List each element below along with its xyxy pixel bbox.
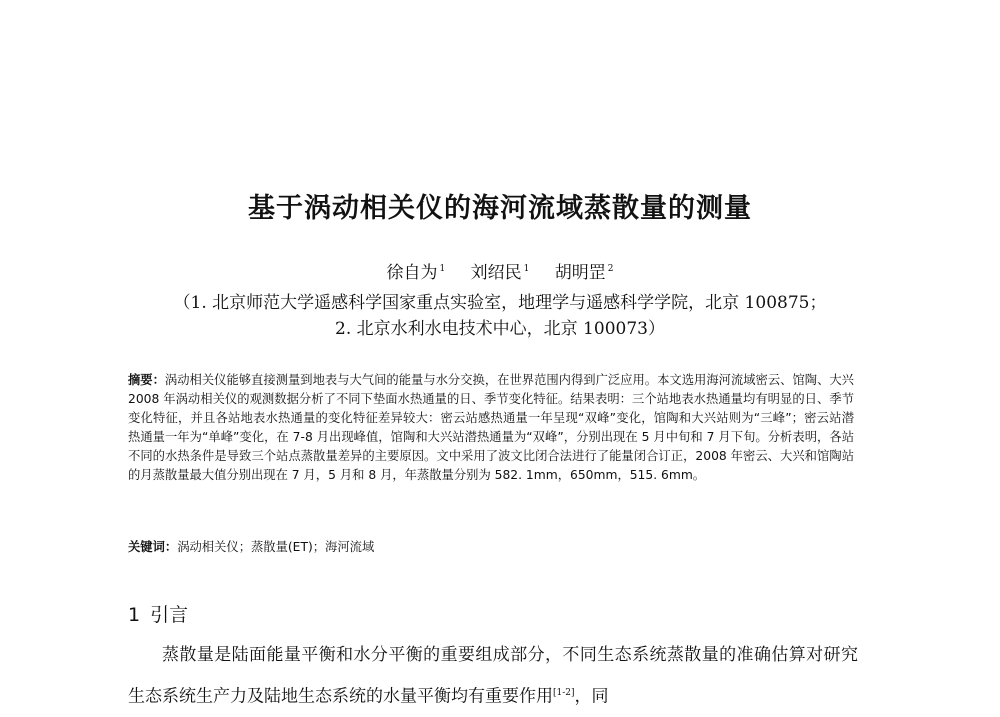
author-list <box>0 258 1000 283</box>
author-name: 徐自为 <box>386 263 438 283</box>
author-affil-mark: 1 <box>523 264 530 275</box>
paper-title: 基于涡动相关仪的海河流域蒸散量的测量 <box>248 193 752 224</box>
abstract <box>128 371 854 485</box>
author-affil-mark: 1 <box>439 264 446 275</box>
author <box>386 263 445 283</box>
citation-link[interactable]: [1-2] <box>553 688 575 698</box>
author-affil-mark: 2 <box>607 264 614 275</box>
author <box>555 263 614 283</box>
affiliation-line-2: 2. 北京水利水电技术中心，北京 100073） <box>335 319 665 339</box>
keywords-label: 关键词： <box>128 540 178 554</box>
section-title: 引言 <box>150 604 189 626</box>
abstract-label: 摘要： <box>128 373 165 387</box>
keywords-text: 涡动相关仪；蒸散量(ET)；海河流域 <box>177 540 375 554</box>
author-name: 刘绍民 <box>470 263 522 283</box>
author <box>471 263 530 283</box>
intro-tail: ，同 <box>574 686 609 707</box>
affiliation-line-1: （1. 北京师范大学遥感科学国家重点实验室，地理学与遥感科学学院，北京 100875； <box>173 293 827 313</box>
intro-paragraph <box>128 636 858 716</box>
keywords <box>128 538 854 557</box>
section-number: 1 <box>128 604 141 626</box>
author-name: 胡明罡 <box>554 263 606 283</box>
intro-text: 蒸散量是陆面能量平衡和水分平衡的重要组成部分，不同生态系统蒸散量的准确估算对研究生态系统生产力及陆地生态系统的水量平衡均有重要作用 <box>128 645 858 707</box>
abstract-text: 涡动相关仪能够直接测量到地表与大气间的能量与水分交换，在世界范围内得到广泛应用。本文选用海河流域密云、馆陶、大兴 2008 年涡动相关仪的观测数据分析了不同下垫面水热通量的日、季节变化特征。结果表明：三个站地表水热通量均有明显的日、季节变化特征，并且各站地表水热通量的变化特征差异较大：密云站感热通量一年呈现“双峰”变化，馆陶和大兴站则为“三峰”；密云站潜热通量一年为“单峰”变化，在 7-8 月出现峰值，馆陶和大兴站潜热通量为“双峰”，分别出现在 5 月中旬和 7 月下旬。分析表明，各站不同的水热条件是导致三个站点蒸散量差异的主要原因。文中采用了波文比闭合法进行了能量闭合订正，2008 年密云、大兴和馆陶站的月蒸散量最大值分别出现在 7 月，5 月和 8 月，年蒸散量分别为 582. 1mm，650mm，515. 6mm。 <box>128 373 854 482</box>
section-heading <box>128 600 188 627</box>
